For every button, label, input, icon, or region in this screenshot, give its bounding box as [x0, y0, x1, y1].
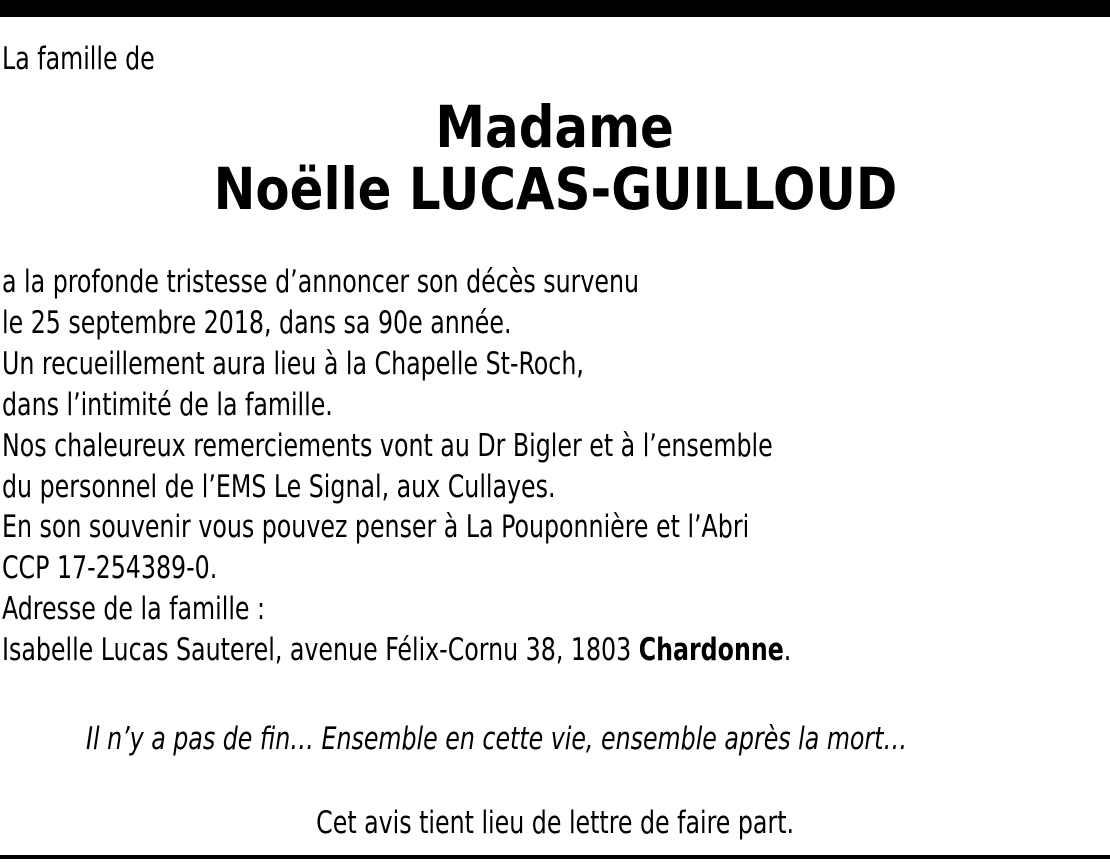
body-line: dans l’intimité de la famille. — [2, 386, 333, 423]
body-line: Un recueillement aura lieu à la Chapelle St-Roch, — [2, 345, 584, 382]
body-line: Adresse de la famille : — [2, 591, 266, 628]
address-street: Isabelle Lucas Sauterel, avenue Félix-Cornu 38, 1803 — [2, 632, 639, 669]
closing-note-text: Cet avis tient lieu de lettre de faire part. — [316, 805, 794, 841]
bottom-rule — [0, 855, 1110, 859]
body-line: du personnel de l’EMS Le Signal, aux Cullayes. — [2, 468, 556, 505]
title-honorific-text: Madame — [435, 93, 675, 161]
deceased-name-text: Noëlle LUCAS-GUILLOUD — [213, 155, 897, 223]
top-rule — [0, 0, 1110, 17]
intro-text: La famille de — [2, 41, 155, 77]
body-line: CCP 17-254389-0. — [2, 550, 218, 587]
body-line: En son souvenir vous pouvez penser à La Pouponnière et l’Abri — [2, 509, 750, 546]
closing-note — [0, 802, 1110, 844]
title-honorific — [0, 93, 1110, 161]
deceased-name-block — [0, 93, 1110, 223]
deceased-name — [0, 155, 1110, 223]
family-address — [2, 630, 791, 671]
memorial-quote: Il n’y a pas de fin… Ensemble en cette vie, ensemble après la mort… — [86, 721, 908, 757]
address-city: Chardonne — [638, 632, 784, 669]
body-line: le 25 septembre 2018, dans sa 90e année. — [2, 304, 512, 341]
notice-body — [2, 262, 791, 671]
body-line: a la profonde tristesse d’annoncer son décès survenu — [2, 264, 640, 300]
body-line: Nos chaleureux remerciements vont au Dr Bigler et à l’ensemble — [2, 427, 773, 464]
address-end: . — [783, 632, 792, 669]
